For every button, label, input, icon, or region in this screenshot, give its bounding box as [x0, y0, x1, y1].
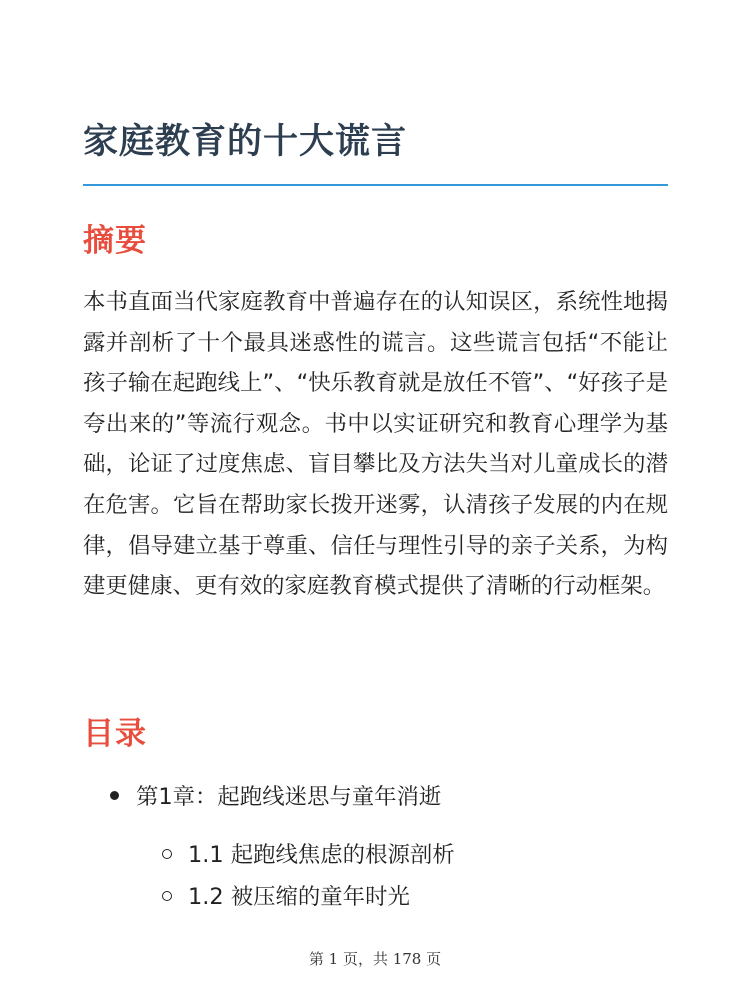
title-divider	[83, 184, 668, 186]
toc-chapter-label: 第1章：起跑线迷思与童年消逝	[136, 784, 442, 810]
page-footer: 第 1 页，共 178 页	[308, 950, 442, 968]
circle-bullet-icon	[162, 891, 172, 901]
circle-bullet-icon	[162, 849, 172, 859]
toc-section-item	[162, 881, 410, 913]
toc-section-label: 1.2 被压缩的童年时光	[188, 884, 410, 910]
toc-heading: 目录	[83, 716, 147, 752]
document-title: 家庭教育的十大谎言	[83, 122, 408, 162]
abstract-paragraph: 本书直面当代家庭教育中普遍存在的认知误区，系统性地揭露并剖析了十个最具迷惑性的谎言。这些谎言包括“不能让孩子输在起跑线上”、“快乐教育就是放任不管”、“好孩子是夸出来的”等流行观念。书中以实证研究和教育心理学为基础，论证了过度焦虑、盲目攀比及方法失当对儿童成长的潜在危害。它旨在帮助家长拨开迷雾，认清孩子发展的内在规律，倡导建立基于尊重、信任与理性引导的亲子关系，为构建更健康、更有效的家庭教育模式提供了清晰的行动框架。	[83, 289, 668, 600]
toc-section-item	[162, 839, 455, 871]
disc-bullet-icon	[110, 791, 119, 800]
toc-section-label: 1.1 起跑线焦虑的根源剖析	[188, 842, 455, 868]
abstract-heading: 摘要	[83, 223, 147, 259]
toc-chapter-item	[110, 781, 441, 813]
